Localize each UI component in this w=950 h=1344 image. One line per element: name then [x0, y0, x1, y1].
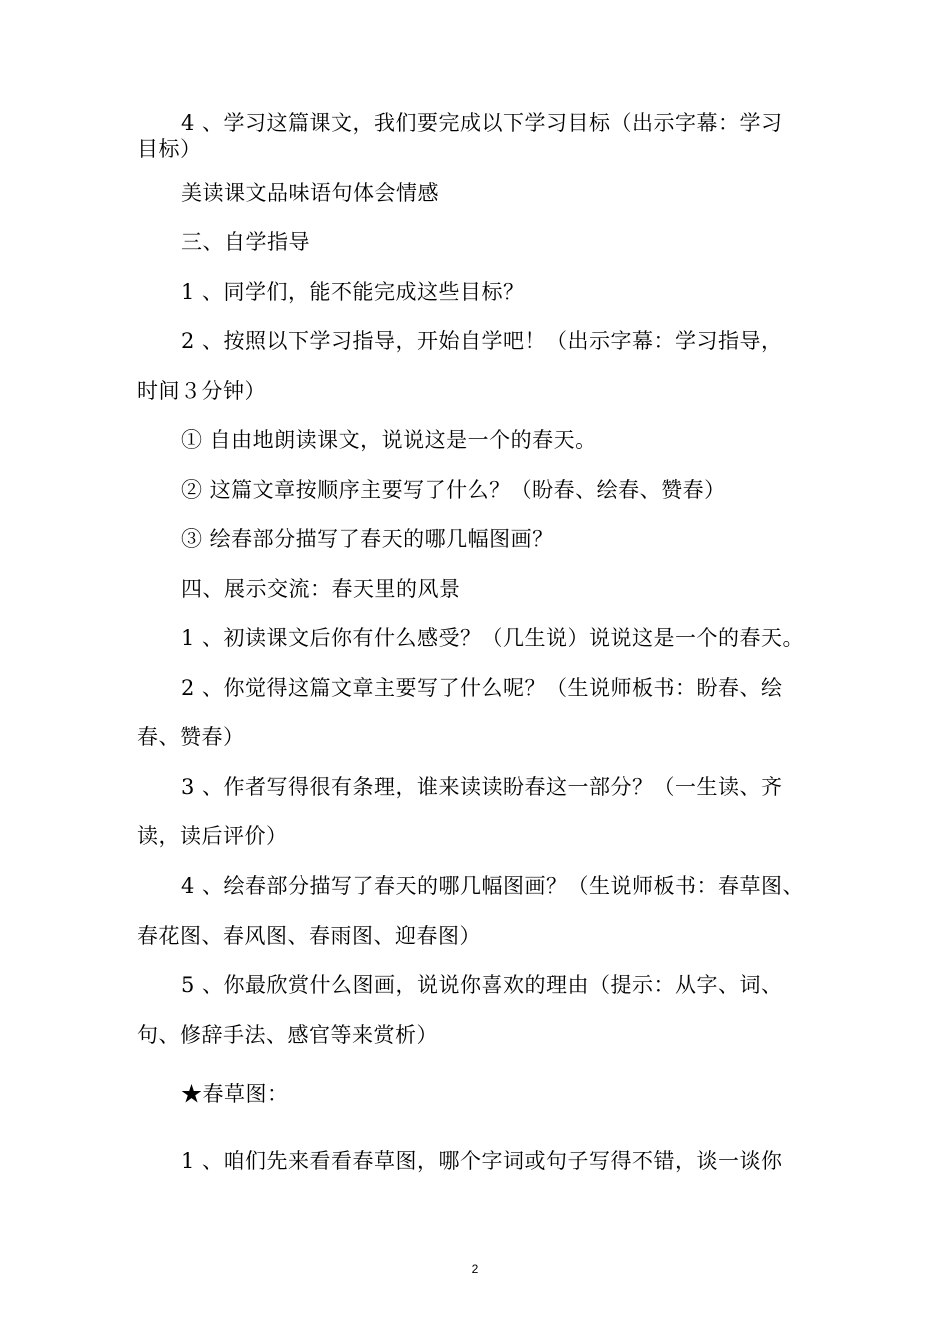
page-number: 2 [471, 1262, 479, 1276]
paragraph-line: 2 、按照以下学习指导，开始自学吧！（出示字幕：学习指导， [181, 329, 783, 353]
section-heading: 三、自学指导 [181, 230, 310, 254]
section-heading: 四、展示交流：春天里的风景 [181, 577, 461, 601]
list-item: ② 这篇文章按顺序主要写了什么？（盼春、绘春、赞春） [181, 478, 726, 502]
paragraph-line: 1 、初读课文后你有什么感受？（几生说）说说这是一个的春天。 [181, 626, 805, 650]
paragraph-line: 句、修辞手法、感官等来赏析） [137, 1023, 438, 1047]
paragraph-line: 4 、绘春部分描写了春天的哪几幅图画？（生说师板书：春草图、 [181, 874, 805, 898]
paragraph-line: 4 、学习这篇课文，我们要完成以下学习目标（出示字幕：学习 [181, 111, 783, 135]
paragraph-line: 2 、你觉得这篇文章主要写了什么呢？（生说师板书：盼春、绘 [181, 676, 783, 700]
paragraph-line: 美读课文品味语句体会情感 [181, 181, 439, 205]
paragraph-line: 时间３分钟） [137, 379, 266, 403]
paragraph-line: 3 、作者写得很有条理，谁来读读盼春这一部分？（一生读、齐 [181, 775, 783, 799]
paragraph-line: 目标） [137, 137, 202, 161]
paragraph-line: 1 、同学们，能不能完成这些目标？ [181, 280, 525, 304]
subsection-heading: ★春草图： [181, 1082, 289, 1106]
paragraph-line: 春、赞春） [137, 725, 245, 749]
list-item: ① 自由地朗读课文，说说这是一个的春天。 [181, 428, 597, 452]
paragraph-line: 1 、咱们先来看看春草图，哪个字词或句子写得不错，谈一谈你 [181, 1149, 783, 1173]
paragraph-line: 5 、你最欣赏什么图画，说说你喜欢的理由（提示：从字、词、 [181, 973, 783, 997]
paragraph-line: 春花图、春风图、春雨图、迎春图） [137, 924, 481, 948]
list-item: ③ 绘春部分描写了春天的哪几幅图画？ [181, 527, 554, 551]
paragraph-line: 读，读后评价） [137, 824, 288, 848]
